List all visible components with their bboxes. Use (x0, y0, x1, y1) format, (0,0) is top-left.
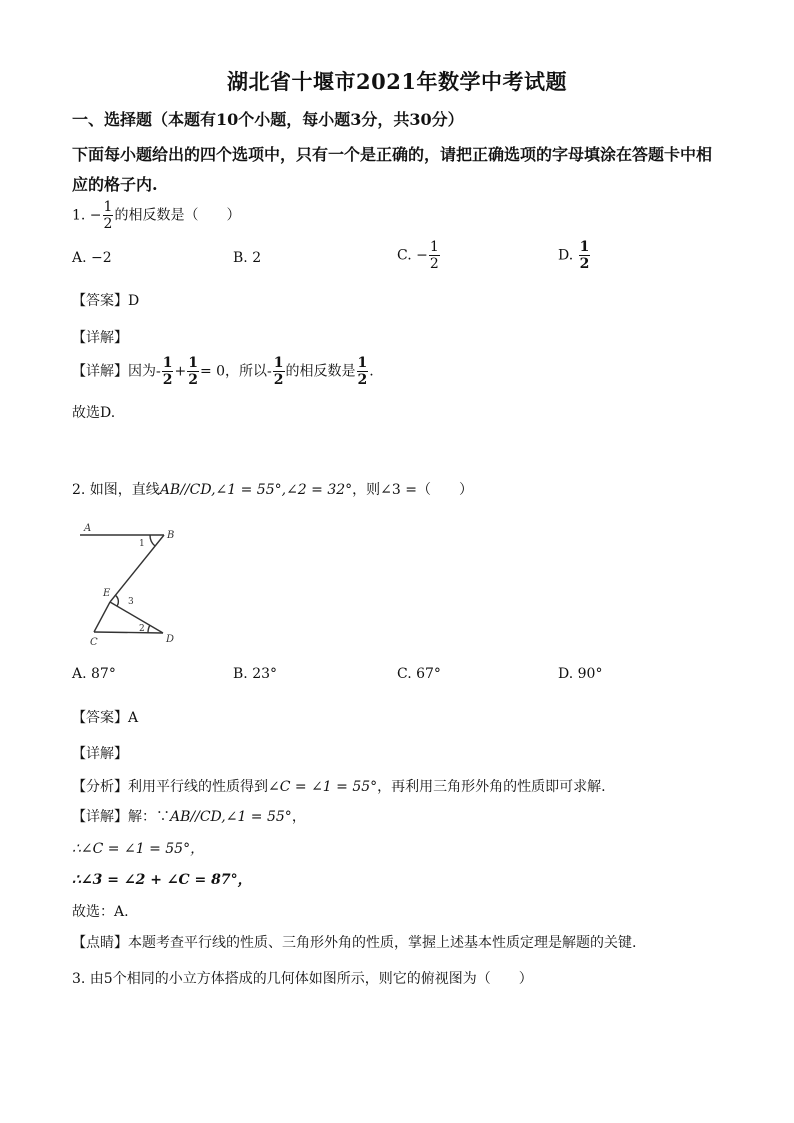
q1-detail-frac-1 (162, 356, 174, 387)
label-angle-3: 3 (128, 597, 134, 607)
q1-detail-p1: 【详解】因为- (72, 363, 161, 380)
instructions-line-2: 应的格子内. (72, 175, 158, 194)
angle-3-arc (115, 595, 118, 606)
q1-option-c-den: 2 (429, 256, 439, 272)
q1-option-c-num: 1 (429, 239, 439, 255)
q1-option-d-num: 1 (579, 239, 590, 255)
q1-frac-num: 1 (103, 199, 113, 215)
q2-comment-tag: 【点睛】 (72, 935, 128, 951)
q1-detail (72, 356, 374, 387)
q2-option-a: A. 87° (72, 666, 116, 682)
q1-option-d-den: 2 (579, 256, 590, 272)
q2-option-d: D. 90° (558, 666, 603, 682)
q1-suffix: 的相反数是（ ） (114, 207, 241, 224)
q1-option-c-label: C. − (397, 247, 428, 264)
q1-detail-f2-num: 1 (188, 355, 198, 371)
q1-option-d (558, 240, 591, 271)
q2-detail-post: ， (291, 809, 306, 825)
q1-detail-frac-2 (187, 356, 199, 387)
q1-detail-frac-4 (357, 356, 369, 387)
line-ec (94, 602, 110, 632)
label-d: D (166, 634, 175, 645)
q1-detail-p4: . (369, 363, 374, 380)
q1-detail-p2: = 0，所以- (199, 363, 272, 380)
q2-analysis-math: ∠C = ∠1 = 55° (268, 779, 378, 795)
line-be (110, 535, 164, 602)
q1-detail-p3: 的相反数是 (285, 363, 356, 380)
q1-option-d-frac (579, 240, 591, 271)
q2-option-b: B. 23° (233, 666, 278, 682)
q2-analysis-tag: 【分析】 (72, 779, 128, 795)
label-e: E (103, 588, 111, 599)
q2-step-2: ∴∠3 = ∠2 + ∠C = 87°， (72, 872, 252, 888)
question-2 (72, 479, 473, 499)
label-b: B (167, 530, 175, 541)
q2-option-c: C. 67° (397, 666, 441, 682)
q2-detail-math: AB//CD,∠1 = 55° (170, 809, 292, 825)
q2-detail-pre: 解：∵ (128, 809, 170, 825)
q1-detail-frac-3 (273, 356, 285, 387)
q1-option-b: B. 2 (233, 250, 262, 266)
label-a: A (84, 523, 92, 534)
question-1 (72, 200, 240, 231)
q2-prefix: 2. 如图，直线 (72, 482, 160, 498)
q2-analysis-pre: 利用平行线的性质得到 (128, 779, 268, 795)
label-angle-1: 1 (139, 539, 145, 549)
q2-comment (72, 932, 636, 952)
q2-detail-tag: 【详解】 (72, 809, 128, 825)
line-ed (110, 602, 163, 633)
q1-detail-f3-den: 2 (273, 372, 284, 388)
q1-detail-f4-den: 2 (357, 372, 368, 388)
q1-option-a: A. −2 (72, 250, 112, 266)
section-heading: 一、选择题（本题有10个小题，每小题3分，共30分） (72, 110, 464, 129)
page-title: 湖北省十堰市2021年数学中考试题 (227, 69, 567, 94)
q2-figure (72, 518, 192, 650)
q2-step-1: ∴∠C = ∠1 = 55°， (72, 841, 205, 857)
angle-1-arc (150, 535, 155, 546)
instructions-line-1: 下面每小题给出的四个选项中，只有一个是正确的，请把正确选项的字母填涂在答题卡中相 (72, 145, 713, 164)
question-3: 3. 由5个相同的小立方体搭成的几何体如图所示，则它的俯视图为（ ） (72, 971, 533, 987)
q1-option-c (397, 240, 441, 271)
q1-detail-f4-num: 1 (357, 355, 368, 371)
q2-analysis-post: ，再利用三角形外角的性质即可求解. (377, 779, 606, 795)
line-cd (94, 632, 163, 633)
q1-detail-plus: + (174, 363, 187, 380)
q2-detail (72, 806, 306, 826)
q2-math: AB//CD,∠1 = 55°,∠2 = 32° (159, 482, 353, 498)
q1-option-d-label: D. (558, 247, 574, 264)
angle-2-arc (148, 625, 150, 633)
label-angle-2: 2 (139, 624, 145, 634)
q1-option-c-frac (429, 240, 440, 271)
q1-answer: 【答案】D (72, 293, 140, 309)
label-c: C (90, 637, 98, 648)
q1-detail-f1-num: 1 (162, 355, 173, 371)
q2-detail-header: 【详解】 (72, 746, 128, 762)
q1-detail-f1-den: 2 (162, 372, 173, 388)
q1-prefix: 1. − (72, 207, 102, 224)
q2-comment-text: 本题考查平行线的性质、三角形外角的性质，掌握上述基本性质定理是解题的关键. (128, 935, 637, 951)
q1-detail-f3-num: 1 (273, 355, 284, 371)
q1-fraction (103, 200, 114, 231)
q2-suffix: ，则∠3 =（ ） (352, 482, 473, 498)
q1-detail-header: 【详解】 (72, 330, 128, 346)
q2-choose: 故选：A. (72, 904, 129, 920)
q2-answer: 【答案】A (72, 710, 139, 726)
q2-analysis (72, 776, 606, 796)
q1-detail-f2-den: 2 (188, 372, 198, 388)
q1-choose: 故选D. (72, 405, 116, 421)
q1-frac-den: 2 (103, 216, 113, 232)
